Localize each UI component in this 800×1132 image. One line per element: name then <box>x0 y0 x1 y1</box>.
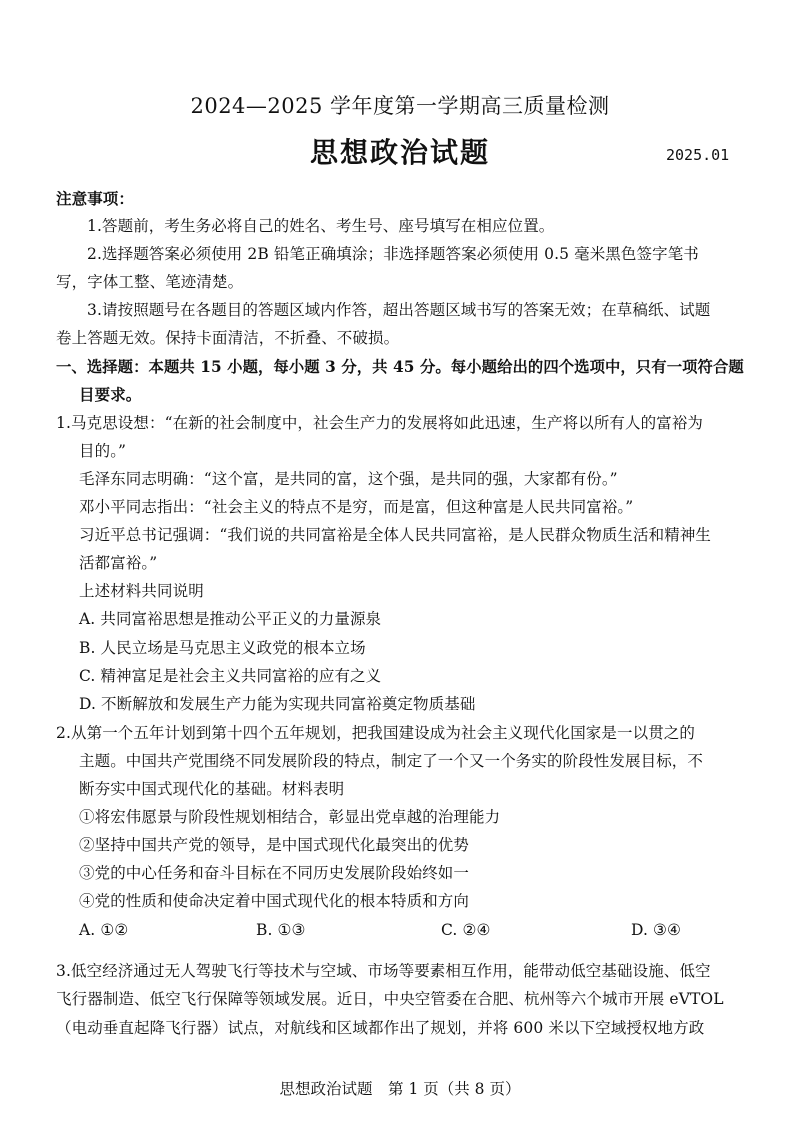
q2-option-d: D. ③④ <box>631 921 682 939</box>
q1-quote-xi-line-1: 习近平总书记强调：“我们说的共同富裕是全体人民共同富裕，是人民群众物质生活和精神生 <box>79 526 712 544</box>
q2-item-1: ①将宏伟愿景与阶段性规划相结合，彰显出党卓越的治理能力 <box>79 808 501 826</box>
q2-stem-line-2: 主题。中国共产党围绕不同发展阶段的特点，制定了一个又一个务实的阶段性发展目标，不 <box>79 752 704 770</box>
notice-item-1: 1.答题前，考生务必将自己的姓名、考生号、座号填写在相应位置。 <box>87 217 555 235</box>
q2-stem-line-3: 断夯实中国式现代化的基础。材料表明 <box>79 780 345 798</box>
q2-item-2: ②坚持中国共产党的领导，是中国式现代化最突出的优势 <box>79 836 470 854</box>
q2-option-b: B. ①③ <box>256 921 306 939</box>
q1-prompt: 上述材料共同说明 <box>79 582 204 600</box>
q1-option-b: B. 人民立场是马克思主义政党的根本立场 <box>79 639 366 657</box>
q1-option-d: D. 不断解放和发展生产力能为实现共同富裕奠定物质基础 <box>79 695 476 713</box>
section-1-heading: 一、选择题：本题共 15 小题，每小题 3 分，共 45 分。每小题给出的四个选项中，只有一项符合题 <box>56 357 744 376</box>
exam-date: 2025.01 <box>666 146 730 164</box>
q3-stem-line-2: 飞行器制造、低空飞行保障等领域发展。近日，中央空管委在合肥、杭州等六个城市开展 eVTOL <box>56 990 724 1008</box>
notice-heading: 注意事项： <box>56 189 135 208</box>
q1-option-c: C. 精神富足是社会主义共同富裕的应有之义 <box>79 667 382 685</box>
q2-item-3: ③党的中心任务和奋斗目标在不同历史发展阶段始终如一 <box>79 864 470 882</box>
q1-stem-line-1: 1.马克思设想：“在新的社会制度中，社会生产力的发展将如此迅速，生产将以所有人的富裕为 <box>56 414 704 432</box>
q1-stem-line-2: 目的。” <box>79 442 127 460</box>
q1-quote-xi-line-2: 活都富裕。” <box>79 554 158 572</box>
notice-item-2-line-1: 2.选择题答案必须使用 2B 铅笔正确填涂；非选择题答案必须使用 0.5 毫米黑色签字笔书 <box>87 245 699 263</box>
q2-option-c: C. ②④ <box>441 921 491 939</box>
exam-header-line: 2024—2025 学年度第一学期高三质量检测 <box>190 94 610 118</box>
section-1-heading-cont: 目要求。 <box>79 385 142 404</box>
q1-quote-deng: 邓小平同志指出：“社会主义的特点不是穷，而是富，但这种富是人民共同富裕。” <box>79 498 634 516</box>
notice-item-3-line-1: 3.请按照题号在各题目的答题区域内作答，超出答题区域书写的答案无效；在草稿纸、试题 <box>87 301 711 319</box>
q1-option-a: A. 共同富裕思想是推动公平正义的力量源泉 <box>79 610 382 628</box>
q2-item-4: ④党的性质和使命决定着中国式现代化的根本特质和方向 <box>79 892 470 910</box>
q3-stem-line-3: （电动垂直起降飞行器）试点，对航线和区域都作出了规划，并将 600 米以下空域授权地方政 <box>56 1019 705 1037</box>
exam-title: 思想政治试题 <box>309 136 490 169</box>
q1-quote-mao: 毛泽东同志明确：“这个富，是共同的富，这个强，是共同的强，大家都有份。” <box>79 470 618 488</box>
notice-item-2-line-2: 写，字体工整、笔迹清楚。 <box>56 273 244 291</box>
notice-item-3-line-2: 卷上答题无效。保持卡面清洁，不折叠、不破损。 <box>56 329 400 347</box>
q2-option-a: A. ①② <box>79 921 129 939</box>
q2-stem-line-1: 2.从第一个五年计划到第十四个五年规划，把我国建设成为社会主义现代化国家是一以贯之的 <box>56 724 695 742</box>
q3-stem-line-1: 3.低空经济通过无人驾驶飞行等技术与空域、市场等要素相互作用，能带动低空基础设施、低空 <box>56 962 711 980</box>
page-footer: 思想政治试题 第 1 页（共 8 页） <box>279 1080 521 1098</box>
